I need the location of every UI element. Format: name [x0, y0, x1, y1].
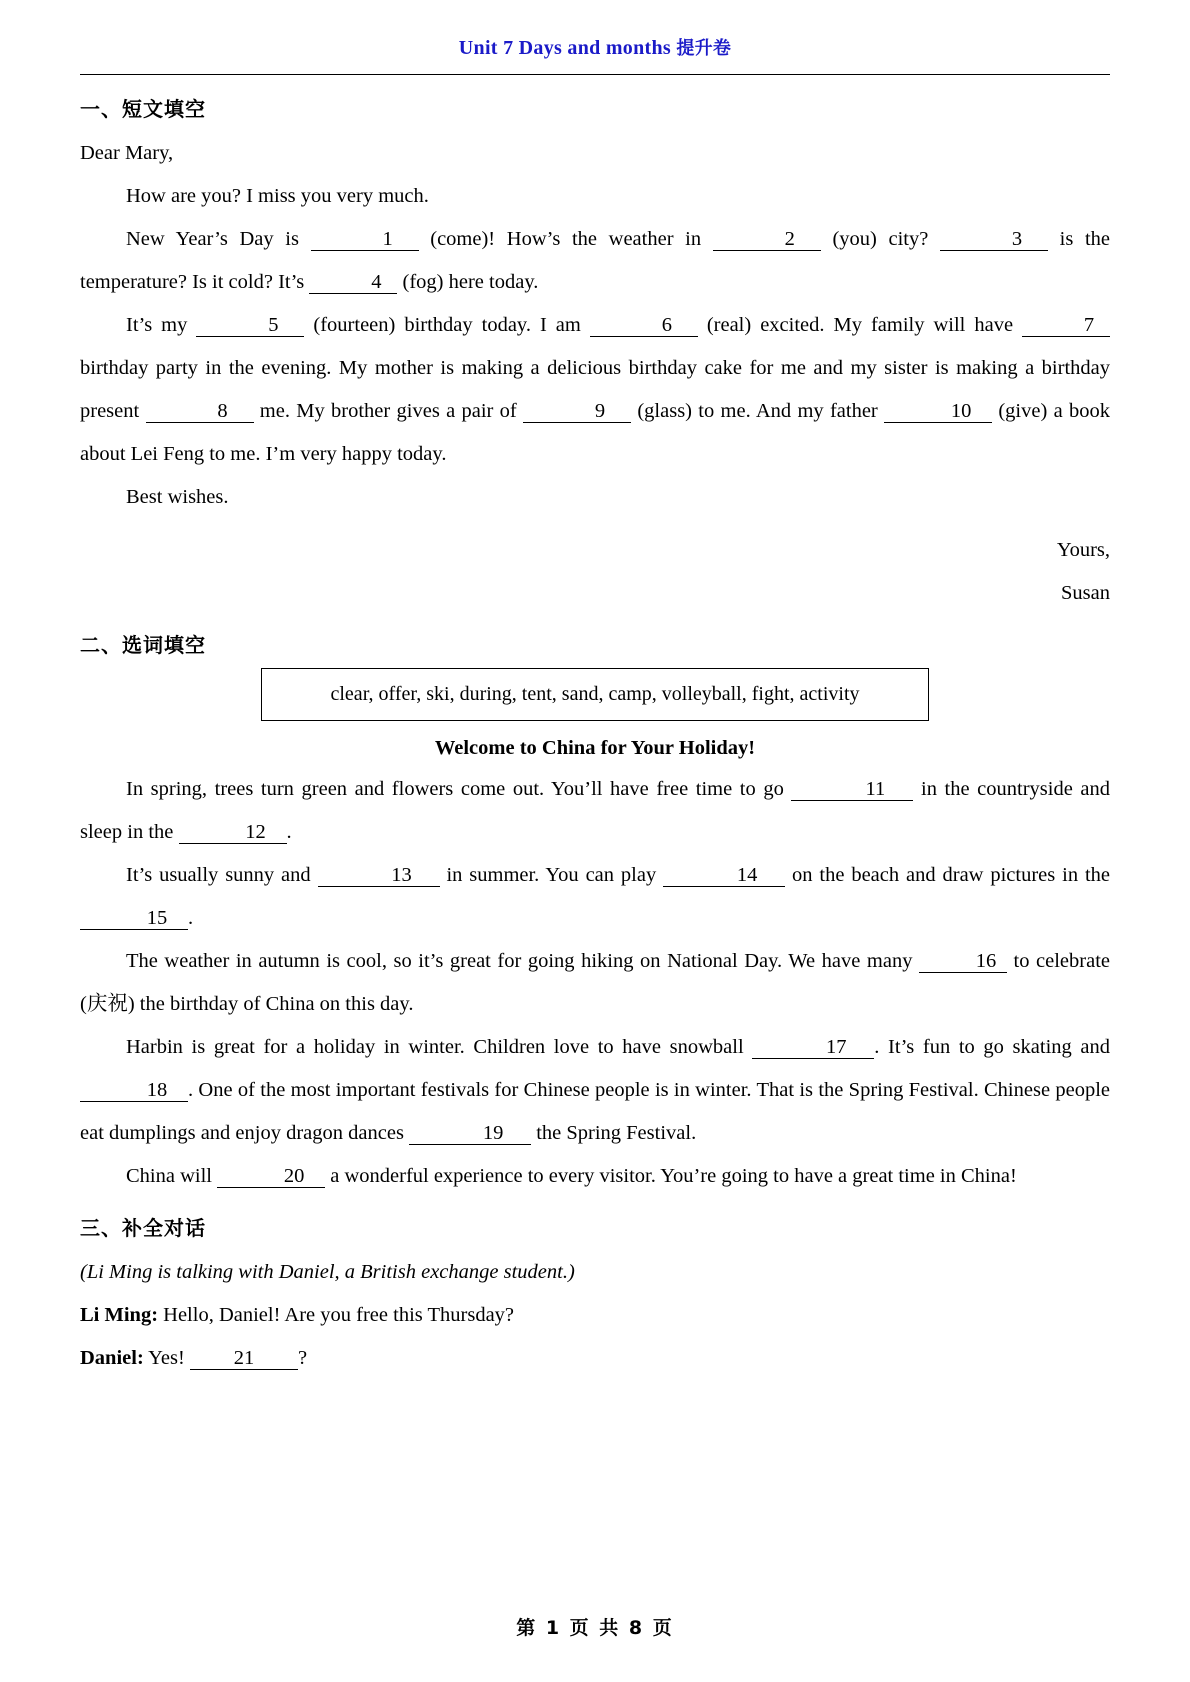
passage-paragraph-5 [80, 1155, 1110, 1198]
passage-paragraph-1 [80, 768, 1110, 854]
blank-3[interactable]: 3 [940, 228, 1048, 251]
blank-19[interactable]: 19 [409, 1122, 531, 1145]
dialogue-line-1 [80, 1294, 1110, 1337]
blank-13[interactable]: 13 [318, 864, 440, 887]
letter-yours: Yours, [1056, 539, 1110, 561]
blank-21[interactable]: 21 [190, 1347, 298, 1370]
text-run: Hello, Daniel! Are you free this Thursday? [163, 1304, 515, 1326]
page-footer: 第 1 页 共 8 页 [516, 1617, 674, 1639]
blank-11[interactable]: 11 [791, 778, 913, 801]
text-run: me. My brother gives a pair of [259, 400, 517, 422]
text-run: on the beach and draw pictures in the [792, 864, 1111, 886]
blank-1[interactable]: 1 [311, 228, 419, 251]
letter-closing-line: Best wishes. [126, 486, 229, 508]
text-run: Yes! [148, 1347, 185, 1369]
blank-7[interactable]: 7 [1022, 314, 1110, 337]
passage-paragraph-3 [80, 940, 1110, 1026]
title-divider [80, 74, 1110, 75]
text-run: (fog) here today. [402, 271, 539, 293]
text-run: birthday party in the evening. My mother is making a delicious birthday cake for me and my sister is making a birthday present [80, 357, 1110, 422]
dialogue-stage-direction: (Li Ming is talking with Daniel, a British exchange student.) [80, 1261, 575, 1283]
text-run: (come)! How’s the weather in [430, 228, 702, 250]
text-run: (give) a book about Lei Feng to me. I’m very happy today. [80, 400, 1110, 465]
word-bank: clear, offer, ski, during, tent, sand, camp, volleyball, fight, activity [261, 668, 929, 721]
blank-10[interactable]: 10 [884, 400, 992, 423]
text-run: in summer. You can play [446, 864, 657, 886]
text-run: . One of the most important festivals for Chinese people is in winter. That is the Spring Festival. Chinese people eat dumplings and enjoy dragon dances [80, 1079, 1110, 1144]
passage-paragraph-4 [80, 1026, 1110, 1155]
page-title-en: Unit 7 Days and months [458, 37, 671, 59]
text-run: In spring, trees turn green and flowers come out. You’ll have free time to go [126, 778, 784, 800]
letter-paragraph-1: How are you? I miss you very much. [126, 185, 429, 207]
blank-2[interactable]: 2 [713, 228, 821, 251]
passage-paragraph-2 [80, 854, 1110, 940]
speaker-name: Li Ming: [80, 1304, 159, 1326]
section-heading-2: 二、选词填空 [80, 633, 206, 657]
text-run: in the countryside and sleep in the [80, 778, 1111, 843]
blank-8[interactable]: 8 [146, 400, 254, 423]
text-run: (glass) to me. And my father [637, 400, 878, 422]
letter-salutation: Dear Mary, [80, 142, 174, 164]
text-run: to celebrate (庆祝) the birthday of China on this day. [80, 950, 1110, 1015]
blank-6[interactable]: 6 [590, 314, 698, 337]
text-run: (you) city? [832, 228, 929, 250]
blank-18[interactable]: 18 [80, 1079, 188, 1102]
text-run: It’s my [126, 314, 188, 336]
dialogue-line-2 [80, 1337, 1110, 1380]
blank-9[interactable]: 9 [523, 400, 631, 423]
text-run: . [286, 821, 292, 843]
blank-14[interactable]: 14 [663, 864, 785, 887]
blank-16[interactable]: 16 [919, 950, 1007, 973]
letter-paragraph-3 [80, 304, 1110, 476]
section-heading-1: 一、短文填空 [80, 97, 206, 121]
blank-20[interactable]: 20 [217, 1165, 325, 1188]
blank-15[interactable]: 15 [80, 907, 188, 930]
text-run: the Spring Festival. [536, 1122, 697, 1144]
section-heading-3: 三、补全对话 [80, 1216, 206, 1240]
text-run: (real) excited. My family will have [706, 314, 1014, 336]
page-title-cn: 提升卷 [676, 38, 732, 59]
letter-signature: Susan [1061, 582, 1110, 604]
blank-5[interactable]: 5 [196, 314, 304, 337]
speaker-name: Daniel: [80, 1347, 144, 1369]
text-run: . [188, 907, 194, 929]
letter-paragraph-2 [80, 218, 1110, 304]
text-run: The weather in autumn is cool, so it’s great for going hiking on National Day. We have many [126, 950, 913, 972]
text-run: is the temperature? Is it cold? It’s [80, 228, 1111, 293]
page-title [80, 34, 1110, 74]
text-run: It’s usually sunny and [126, 864, 311, 886]
blank-17[interactable]: 17 [752, 1036, 874, 1059]
text-run: China will [126, 1165, 212, 1187]
text-run: a wonderful experience to every visitor. You’re going to have a great time in China! [330, 1165, 1017, 1187]
text-run: (fourteen) birthday today. I am [313, 314, 581, 336]
passage-title: Welcome to China for Your Holiday! [434, 737, 756, 759]
blank-4[interactable]: 4 [309, 271, 397, 294]
text-run: New Year’s Day is [126, 228, 299, 250]
text-run: Harbin is great for a holiday in winter. Children love to have snowball [126, 1036, 744, 1058]
text-run: ? [297, 1347, 308, 1369]
text-run: . It’s fun to go skating and [874, 1036, 1110, 1058]
blank-12[interactable]: 12 [179, 821, 287, 844]
